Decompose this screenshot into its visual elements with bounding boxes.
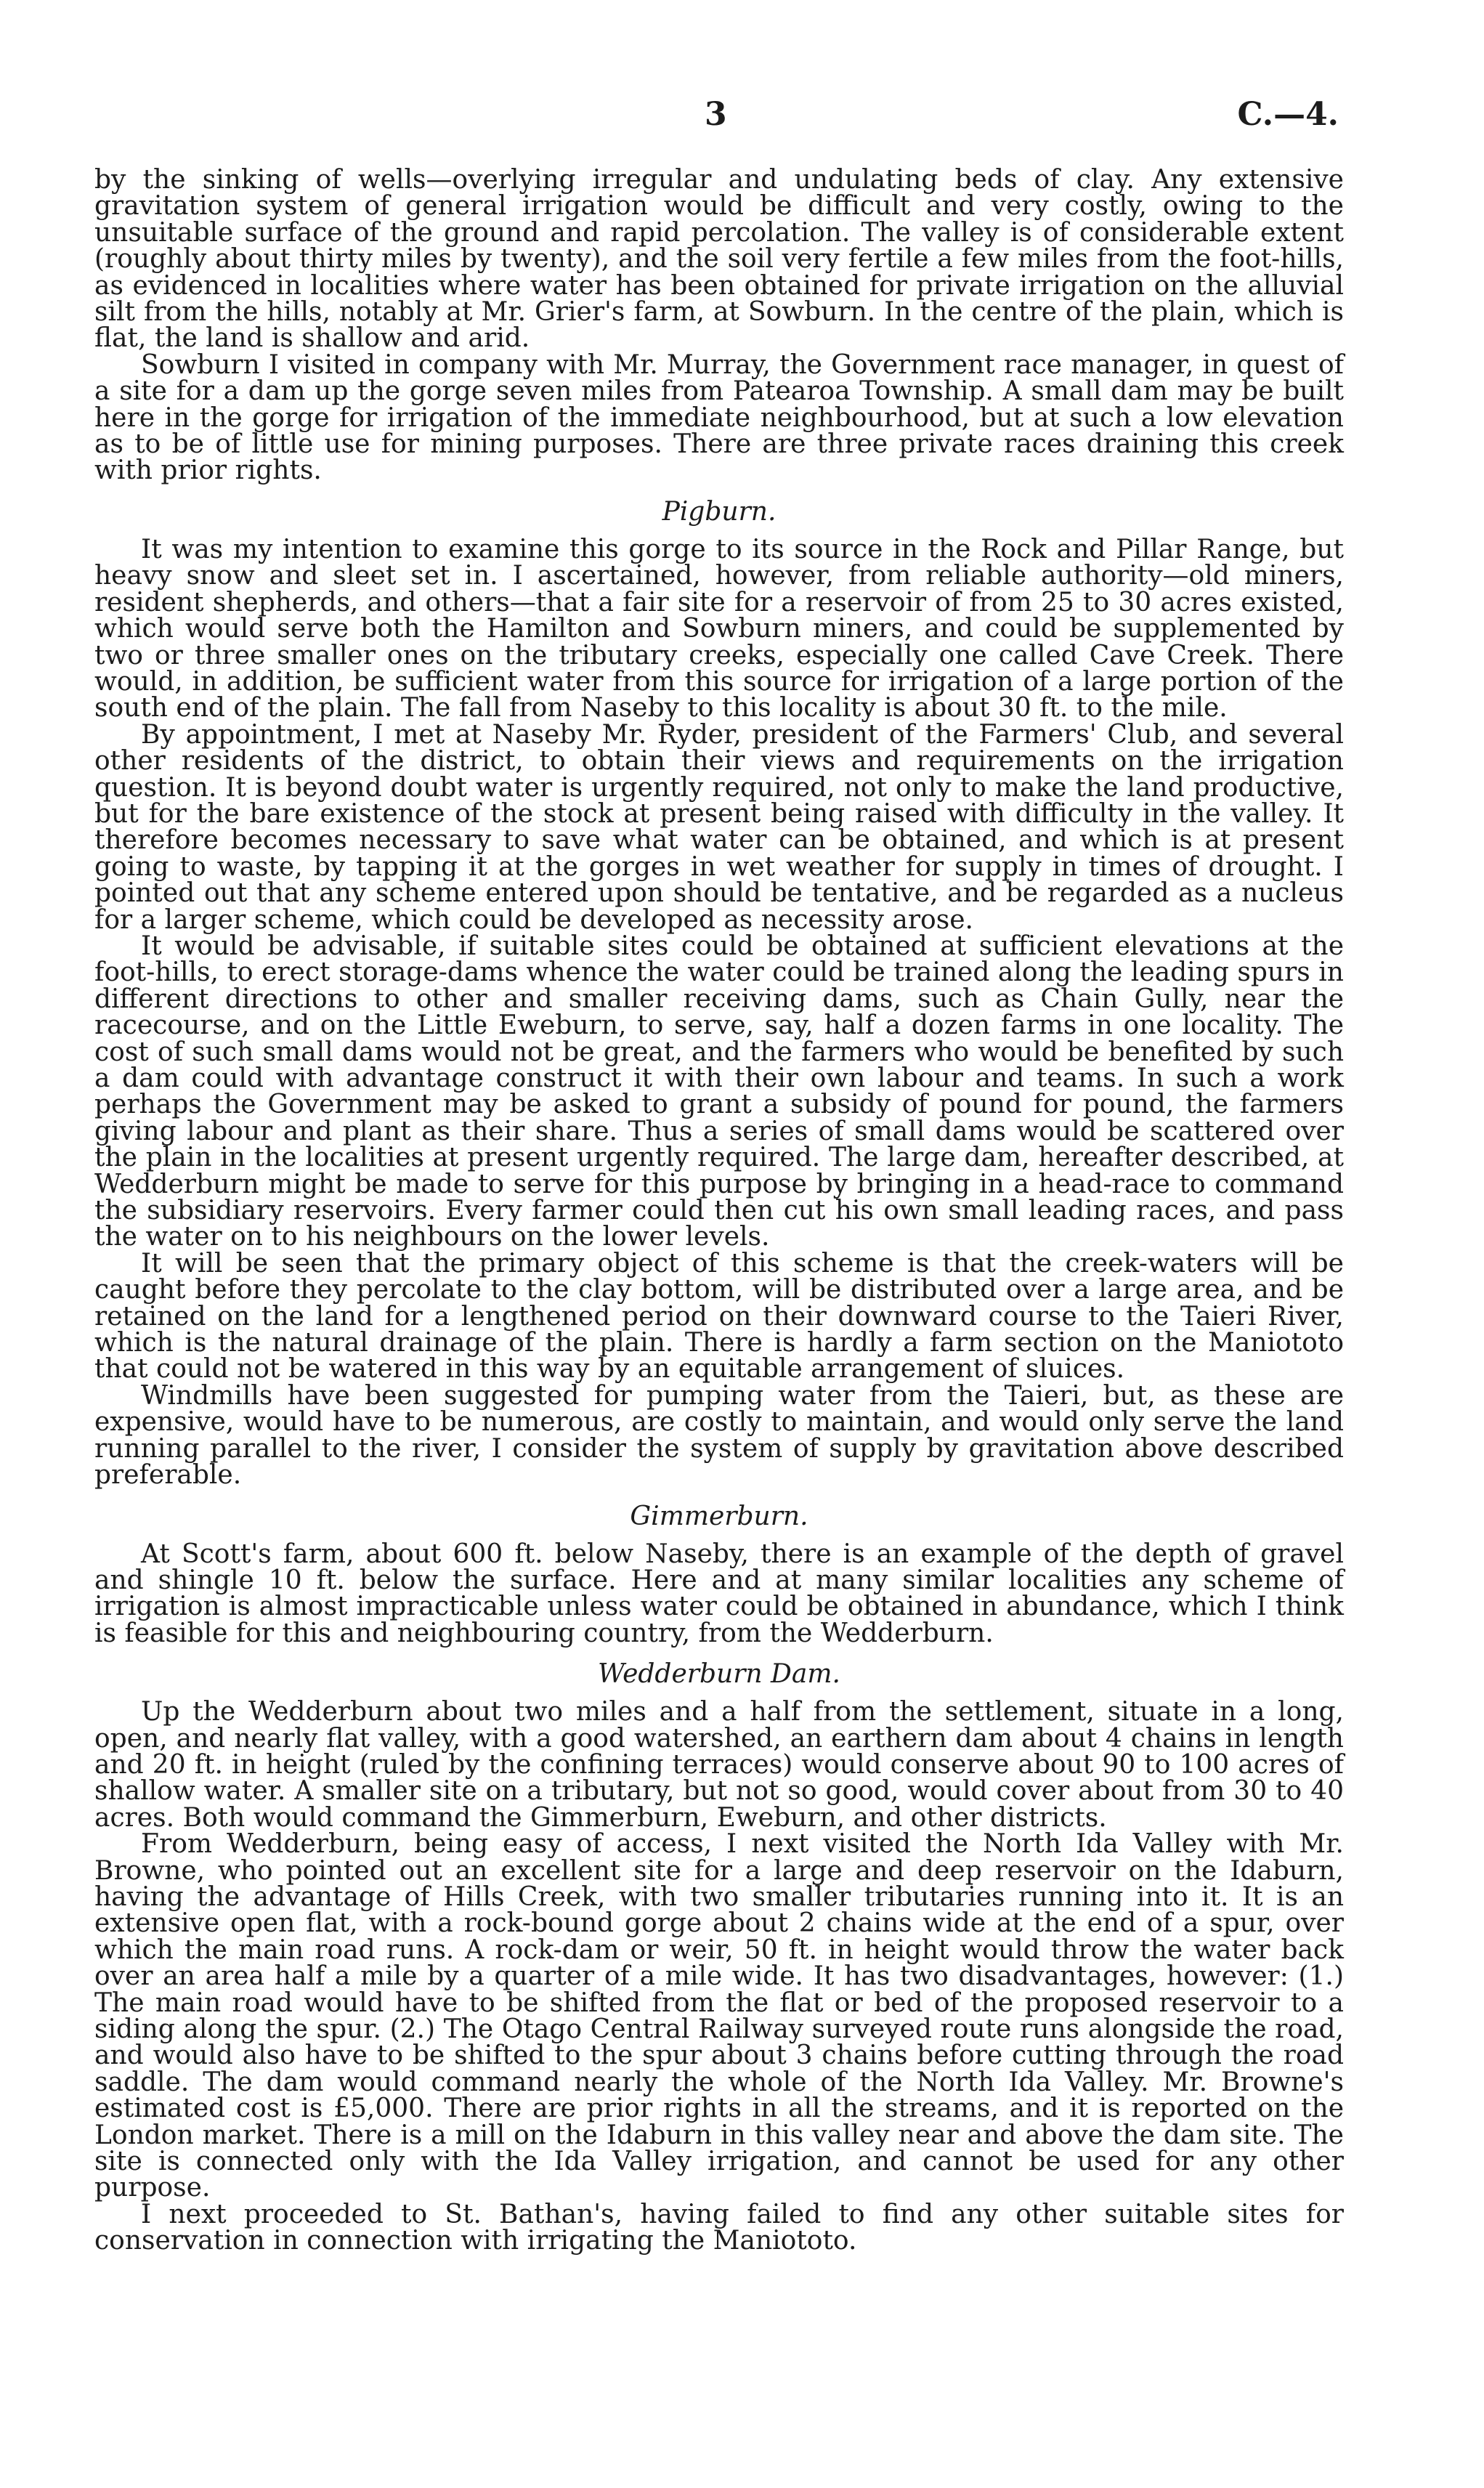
section-heading-gimmerburn: Gimmerburn. — [630, 1501, 808, 1531]
paragraph-continued: by the sinking of wells—overlying irregular and undulating beds of clay. Any extensive gravitation system of general irrigation would be difficult and very costly, owing to the unsuitable surface of the ground and rapid percolation. The valley is of considerable extent (roughly about thirty miles by twenty), and the soil very fertile a few miles from the foot-hills, as evidenced in localities where water has been obtained for private irrigation on the alluvial silt from the hills, notably at Mr. Grier's farm, at Sowburn. In the centre of the plain, which is flat, the land is shallow and arid. — [94, 165, 1344, 354]
paragraph-sowburn: Sowburn I visited in company with Mr. Murray, the Government race manager, in quest of a site for a dam up the gorge seven miles from Patearoa Township. A small dam may be built here in the gorge for irrigation of the immediate neighbourhood, but at such a low elevation as to be of little use for mining purposes. There are three private races draining this creek with prior rights. — [94, 349, 1344, 486]
paragraph-st-bathans: I next proceeded to St. Bathan's, having failed to find any other suitable sites for conservation in connection with irrigating the Maniototo. — [94, 2199, 1344, 2256]
document-reference: C.—4. — [1237, 96, 1339, 133]
paragraph-windmills: Windmills have been suggested for pumping water from the Taieri, but, as these are expensive, would have to be numerous, are costly to maintain, and would only serve the land running parallel to the river, I consider the system of supply by gravitation above described preferable. — [94, 1380, 1344, 1491]
page-header — [0, 93, 1484, 137]
paragraph-gimmerburn: At Scott's farm, about 600 ft. below Naseby, there is an example of the depth of gravel and shingle 10 ft. below the surface. Here and at many similar localities any scheme of irrigation is almost impracticable unless water could be obtained in abundance, which I think is feasible for this and neighbouring country, from the Wedderburn. — [94, 1539, 1344, 1648]
paragraph-storage-dams: It would be advisable, if suitable sites could be obtained at sufficient elevations at the foot-hills, to erect storage-dams whence the water could be trained along the leading spurs in different directions to other and smaller receiving dams, such as Chain Gully, near the racecourse, and on the Little Eweburn, to serve, say, half a dozen farms in one locality. The cost of such small dams would not be great, and the farmers who would be benefited by such a dam could with advantage construct it with their own labour and teams. In such a work perhaps the Government may be asked to grant a subsidy of pound for pound, the farmers giving labour and plant as their share. Thus a series of small dams would be scattered over the plain in the localities at present urgently required. The large dam, hereafter described, at Wedderburn might be made to serve for this purpose by bringing in a head-race to command the subsidiary reservoirs. Every farmer could then cut his own small leading races, and pass the water on to his neighbours on the lower levels. — [94, 931, 1344, 1252]
paragraph-wedderburn-dam: Up the Wedderburn about two miles and a half from the settlement, situate in a long, open, and nearly flat valley, with a good watershed, an earthern dam about 4 chains in length and 20 ft. in height (ruled by the confining terraces) would conserve about 90 to 100 acres of shallow water. A smaller site on a tributary, but not so good, would cover about from 30 to 40 acres. Both would command the Gimmerburn, Eweburn, and other districts. — [94, 1697, 1344, 1833]
paragraph-pigburn-source: It was my intention to examine this gorge to its source in the Rock and Pillar Range, but heavy snow and sleet set in. I ascertained, however, from reliable authority—old miners, resident shepherds, and others—that a fair site for a reservoir of from 25 to 30 acres existed, which would serve both the Hamilton and Sowburn miners, and could be supplemented by two or three smaller ones on the tributary creeks, especially one called Cave Creek. There would, in addition, be sufficient water from this source for irrigation of a large portion of the south end of the plain. The fall from Naseby to this locality is about 30 ft. to the mile. — [94, 534, 1344, 724]
paragraph-north-ida-valley: From Wedderburn, being easy of access, I next visited the North Ida Valley with Mr. Browne, who pointed out an excellent site for a large and deep reservoir on the Idaburn, having the advantage of Hills Creek, with two smaller tributaries running into it. It is an extensive open flat, with a rock-bound gorge about 2 chains wide at the end of a spur, over which the main road runs. A rock-dam or weir, 50 ft. in height would throw the water back over an area half a mile by a quarter of a mile wide. It has two disadvantages, however: (1.) The main road would have to be shifted from the flat or bed of the proposed reservoir to a siding along the spur. (2.) The Otago Central Railway surveyed route runs alongside the road, and would also have to be shifted to the spur about 3 chains before cutting through the road saddle. The dam would command nearly the whole of the North Ida Valley. Mr. Browne's estimated cost is £5,000. There are prior rights in all the streams, and it is reported on the London market. There is a mill on the Idaburn in this valley near and above the dam site. The site is connected only with the Ida Valley irrigation, and cannot be used for any other purpose. — [94, 1829, 1344, 2203]
document-body — [94, 167, 1344, 2255]
section-heading-wedderburn-dam: Wedderburn Dam. — [598, 1659, 840, 1690]
section-heading-pigburn: Pigburn. — [662, 496, 777, 527]
paragraph-naseby-meeting: By appointment, I met at Naseby Mr. Ryder, president of the Farmers' Club, and several other residents of the district, to obtain their views and requirements on the irrigation question. It is beyond doubt water is urgently required, not only to make the land productive, but for the bare existence of the stock at present being raised with difficulty in the valley. It therefore becomes necessary to save what water can be obtained, and which is at present going to waste, by tapping it at the gorges in wet weather for supply in times of drought. I pointed out that any scheme entered upon should be tentative, and be regarded as a nucleus for a larger scheme, which could be developed as necessity arose. — [94, 719, 1344, 935]
page-number: 3 — [705, 96, 727, 133]
paragraph-primary-object: It will be seen that the primary object of this scheme is that the creek-waters will be caught before they percolate to the clay bottom, will be distributed over a large area, and be retained on the land for a lengthened period on their downward course to the Taieri River, which is the natural drainage of the plain. There is hardly a farm section on the Maniototo that could not be watered in this way by an equitable arrangement of sluices. — [94, 1248, 1344, 1385]
